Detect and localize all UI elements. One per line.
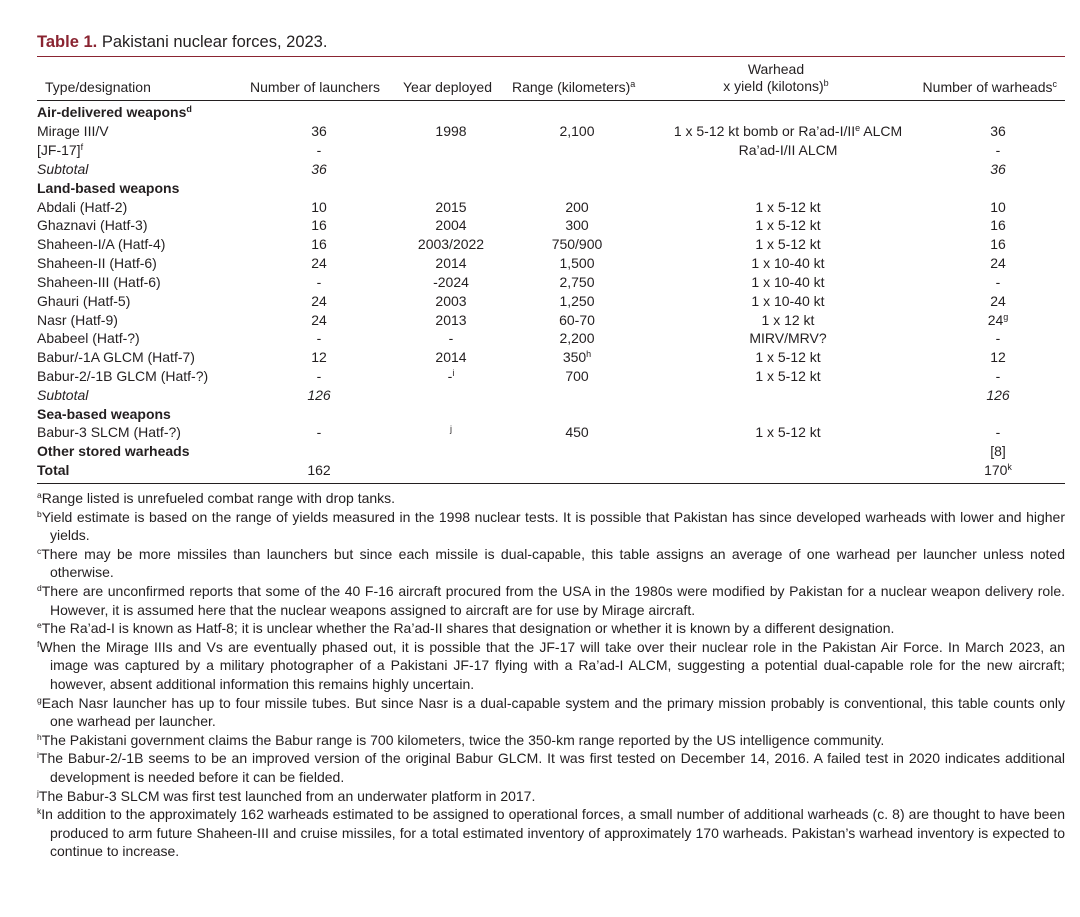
cell-type-text: Shaheen-II (Hatf-6)	[37, 255, 157, 272]
cell-launchers	[245, 310, 393, 329]
cell-year-text: -	[447, 368, 453, 384]
footnote	[37, 619, 1065, 638]
cell-type-text: Ababeel (Hatf-?)	[37, 330, 140, 347]
cell-range-text: 2,200	[559, 330, 595, 347]
cell-warheads	[931, 272, 1065, 291]
cell-type-text: Babur/-1A GLCM (Hatf-7)	[37, 349, 195, 366]
cell-type	[37, 216, 245, 235]
footnote	[37, 731, 1065, 750]
table-row	[37, 461, 1065, 480]
cell-warheads	[931, 254, 1065, 273]
cell-launchers-text: -	[316, 142, 322, 159]
cell-warheads	[931, 385, 1065, 404]
footnote-text: There may be more missiles than launchers but since each missile is dual-capable, this table assigns an average of one warhead per launcher unless noted otherwise.	[41, 545, 1065, 581]
table-row	[37, 141, 1065, 160]
cell-type	[37, 122, 245, 141]
cell-yield-text: 1 x 10-40 kt	[751, 273, 825, 290]
cell-type	[37, 367, 245, 386]
footnote	[37, 489, 1065, 508]
footnote-text: The Pakistani government claims the Babur range is 700 kilometers, twice the 350-km range reported by the US intelligence community.	[41, 731, 885, 748]
footnote	[37, 638, 1065, 694]
cell-year	[393, 329, 509, 348]
cell-type-text: Shaheen-I/A (Hatf-4)	[37, 236, 166, 253]
cell-year-text: -2024	[433, 273, 469, 290]
footnote-text: The Babur-2/-1B seems to be an improved version of the original Babur GLCM. It was first tested on December 14, 2016. A failed test in 2020 indicates additional development is needed before it can be fielded.	[38, 750, 1065, 785]
cell-launchers-text: 12	[311, 349, 327, 366]
cell-warheads	[931, 442, 1065, 461]
table-row	[37, 122, 1065, 141]
cell-yield-text: 1 x 5-12 kt bomb or Ra’ad-I/II	[673, 123, 856, 140]
cell-year	[393, 272, 509, 291]
cell-range-text: 1,250	[559, 292, 595, 309]
footnote-text: Range listed is unrefueled combat range with drop tanks.	[41, 490, 396, 506]
bottom-rule	[37, 483, 1065, 484]
cell-launchers-text: -	[316, 368, 322, 384]
cell-warheads-text: 170	[984, 462, 1008, 479]
cell-range	[509, 254, 645, 273]
cell-type	[37, 272, 245, 291]
cell-type-text: Abdali (Hatf-2)	[37, 198, 128, 215]
cell-type	[37, 159, 245, 178]
cell-launchers	[245, 254, 393, 273]
footnote-letter: a	[37, 490, 42, 500]
table-notes	[37, 489, 1065, 861]
cell-year-text: 2003/2022	[417, 236, 485, 253]
cell-warheads-text: 126	[986, 386, 1010, 403]
cell-type	[37, 254, 245, 273]
header-yield-line2: x yield (kilotons)	[723, 78, 824, 94]
cell-yield	[645, 367, 931, 386]
header-yield	[653, 61, 899, 95]
table-row	[37, 178, 1065, 197]
cell-type	[37, 197, 245, 216]
cell-warheads	[931, 291, 1065, 310]
cell-type	[37, 348, 245, 367]
cell-launchers	[245, 197, 393, 216]
table-row	[37, 423, 1065, 442]
cell-warheads	[931, 159, 1065, 178]
cell-yield-text: 1 x 12 kt	[761, 311, 815, 328]
cell-launchers-text: 24	[311, 255, 327, 272]
footnote-letter: c	[37, 545, 42, 556]
cell-range	[509, 367, 645, 386]
header-yield-line2-wrap	[653, 78, 899, 95]
cell-warheads	[931, 329, 1065, 348]
forces-table	[37, 103, 1065, 480]
cell-type-text: Subtotal	[37, 386, 89, 403]
cell-year-text: 2014	[435, 255, 467, 272]
cell-range	[509, 310, 645, 329]
cell-range-text: 1,500	[559, 255, 595, 272]
cell-range	[509, 461, 645, 480]
header-warheads-note: c	[1052, 79, 1057, 89]
cell-launchers	[245, 122, 393, 141]
cell-year	[393, 178, 509, 197]
cell-warheads	[931, 197, 1065, 216]
cell-range	[509, 404, 645, 423]
cell-year	[393, 216, 509, 235]
footnote-letter: g	[37, 694, 42, 705]
table-row	[37, 385, 1065, 404]
cell-yield	[645, 461, 931, 480]
table-caption	[37, 33, 327, 52]
cell-warheads-text: -	[995, 273, 1001, 290]
cell-yield	[645, 272, 931, 291]
footnote-mark: j	[450, 424, 452, 435]
table-row	[37, 291, 1065, 310]
cell-warheads-text: -	[995, 368, 1001, 384]
header-yield-note: b	[823, 78, 829, 88]
cell-warheads-text: 24	[990, 255, 1006, 272]
cell-range	[509, 423, 645, 442]
cell-warheads-text: -	[995, 142, 1001, 159]
cell-warheads-text: 36	[990, 160, 1006, 177]
cell-warheads-text: 16	[990, 217, 1006, 234]
cell-type	[37, 442, 245, 461]
cell-range	[509, 216, 645, 235]
cell-type-text: Babur-2/-1B GLCM (Hatf-?)	[37, 368, 209, 384]
cell-launchers	[245, 423, 393, 442]
cell-warheads	[931, 103, 1065, 122]
cell-range	[509, 348, 645, 367]
cell-type-text: Babur-3 SLCM (Hatf-?)	[37, 424, 181, 441]
cell-launchers	[245, 348, 393, 367]
table-row	[37, 159, 1065, 178]
cell-year	[393, 310, 509, 329]
cell-year-text: 1998	[435, 123, 467, 140]
cell-yield-text: 1 x 5-12 kt	[755, 198, 821, 215]
cell-year	[393, 197, 509, 216]
cell-yield-text: 1 x 5-12 kt	[755, 424, 821, 441]
footnote-letter: d	[37, 582, 42, 593]
cell-warheads	[931, 216, 1065, 235]
cell-warheads-text: 16	[990, 236, 1006, 253]
cell-type	[37, 329, 245, 348]
table-row	[37, 216, 1065, 235]
cell-warheads	[931, 461, 1065, 480]
cell-year	[393, 461, 509, 480]
cell-range	[509, 235, 645, 254]
cell-yield	[645, 291, 931, 310]
cell-year	[393, 103, 509, 122]
cell-yield	[645, 404, 931, 423]
footnote	[37, 545, 1065, 582]
cell-type-text: Subtotal	[37, 160, 89, 177]
cell-range	[509, 197, 645, 216]
cell-launchers	[245, 159, 393, 178]
cell-launchers-text: 36	[311, 123, 327, 140]
cell-warheads	[931, 235, 1065, 254]
cell-range-text: 300	[565, 217, 589, 234]
footnote-text: In addition to the approximately 162 warheads estimated to be assigned to operational forces, a small number of additional warheads (c. 8) are thought to have been produced to arm future Shaheen-III and cruise missiles, for a total estimated inventory of approximately 170 warheads. Pakistan’s warhead inventory is expected to continue to increase.	[41, 806, 1065, 860]
cell-yield-text: 1 x 5-12 kt	[755, 349, 821, 366]
cell-launchers-text: -	[316, 424, 322, 441]
cell-launchers	[245, 367, 393, 386]
table-row	[37, 404, 1065, 423]
footnote-text: Yield estimate is based on the range of yields measured in the 1998 nuclear tests. It is possible that Pakistan has since developed warheads with lower and higher yields.	[41, 508, 1065, 544]
cell-yield	[645, 178, 931, 197]
header-launchers: Number of launchers	[250, 79, 380, 95]
cell-type	[37, 178, 245, 197]
footnote	[37, 694, 1065, 731]
cell-launchers	[245, 272, 393, 291]
cell-yield-text: 1 x 10-40 kt	[751, 255, 825, 272]
cell-launchers	[245, 216, 393, 235]
cell-year-text: 2014	[435, 349, 467, 366]
header-yield-line1: Warhead	[747, 61, 805, 77]
cell-warheads	[931, 367, 1065, 386]
table-row	[37, 348, 1065, 367]
footnote-text: Each Nasr launcher has up to four missile tubes. But since Nasr is a dual-capable system and the primary mission probably is conventional, this table counts only one warhead per launcher.	[41, 694, 1065, 730]
cell-type	[37, 235, 245, 254]
cell-type-text: Mirage III/V	[37, 123, 109, 140]
cell-launchers	[245, 329, 393, 348]
footnote-mark: g	[1003, 311, 1009, 322]
cell-range	[509, 329, 645, 348]
footnote-mark: e	[855, 123, 861, 134]
cell-launchers	[245, 235, 393, 254]
cell-launchers-text: -	[316, 330, 322, 347]
footnote-letter: b	[37, 508, 42, 519]
footnote-text: The Babur-3 SLCM was first test launched from an underwater platform in 2017.	[38, 787, 536, 804]
cell-yield	[645, 197, 931, 216]
cell-type-text: Land-based weapons	[37, 179, 180, 196]
cell-range-text: 200	[565, 198, 589, 215]
forces-table-body	[37, 103, 1065, 480]
cell-yield	[645, 216, 931, 235]
cell-yield-text: Ra’ad-I/II ALCM	[738, 142, 838, 159]
cell-range	[509, 272, 645, 291]
cell-year-text: 2004	[435, 217, 467, 234]
cell-yield	[645, 254, 931, 273]
cell-range-text: 2,750	[559, 273, 595, 290]
cell-year	[393, 291, 509, 310]
cell-type	[37, 103, 245, 122]
footnote-letter: j	[37, 787, 39, 798]
cell-warheads	[931, 310, 1065, 329]
cell-launchers	[245, 461, 393, 480]
cell-yield-text: MIRV/MRV?	[749, 330, 827, 347]
cell-yield	[645, 141, 931, 160]
cell-year	[393, 404, 509, 423]
cell-warheads	[931, 423, 1065, 442]
cell-launchers	[245, 141, 393, 160]
footnote-letter: k	[37, 806, 42, 817]
cell-year	[393, 159, 509, 178]
footnote-text: There are unconfirmed reports that some of the 40 F-16 aircraft procured from the USA in the 1980s were modified by Pakistan for a nuclear weapon delivery role. However, it is assumed here that the nuclear weapons assigned to aircraft are for use by Mirage aircraft.	[41, 582, 1065, 618]
cell-range-text: 450	[565, 424, 589, 441]
footnote-letter: f	[37, 638, 40, 649]
cell-warheads-text: 10	[990, 198, 1006, 215]
cell-yield-text: 1 x 5-12 kt	[755, 368, 821, 384]
table-row	[37, 272, 1065, 291]
cell-yield	[645, 159, 931, 178]
cell-range-text: 60-70	[559, 311, 595, 328]
cell-type-text: [JF-17]	[37, 142, 81, 159]
cell-type	[37, 310, 245, 329]
header-rule	[37, 100, 1065, 101]
cell-yield	[645, 423, 931, 442]
footnote	[37, 508, 1065, 545]
cell-launchers-text: 10	[311, 198, 327, 215]
cell-year	[393, 122, 509, 141]
cell-launchers	[245, 178, 393, 197]
cell-range	[509, 103, 645, 122]
cell-yield	[645, 310, 931, 329]
cell-launchers-text: 24	[311, 311, 327, 328]
cell-launchers	[245, 385, 393, 404]
cell-type-text: Ghaznavi (Hatf-3)	[37, 217, 148, 234]
cell-year-text: 2013	[435, 311, 467, 328]
footnote	[37, 787, 1065, 806]
cell-warheads	[931, 348, 1065, 367]
cell-warheads-text: -	[995, 330, 1001, 347]
cell-yield	[645, 442, 931, 461]
cell-launchers-text: 126	[307, 386, 331, 403]
table-title: Pakistani nuclear forces, 2023.	[101, 33, 328, 51]
header-range-text: Range (kilometers)	[512, 79, 631, 95]
footnote-mark: k	[1007, 462, 1012, 473]
cell-yield	[645, 385, 931, 404]
cell-year-text: 2015	[435, 198, 467, 215]
table-label: Table 1.	[37, 33, 98, 51]
cell-range	[509, 442, 645, 461]
cell-type	[37, 385, 245, 404]
cell-yield-text: 1 x 10-40 kt	[751, 292, 825, 309]
cell-yield-text: 1 x 5-12 kt	[755, 236, 821, 253]
header-year: Year deployed	[403, 79, 493, 95]
footnote-mark: i	[452, 368, 455, 378]
cell-warheads	[931, 122, 1065, 141]
table-row	[37, 254, 1065, 273]
cell-warheads-text: 24	[987, 311, 1004, 328]
cell-range	[509, 291, 645, 310]
cell-range	[509, 159, 645, 178]
cell-year	[393, 367, 509, 386]
footnote	[37, 805, 1065, 861]
footnote-letter: h	[37, 731, 42, 742]
table-row	[37, 310, 1065, 329]
header-warheads	[923, 79, 1057, 96]
cell-range-text: 350	[562, 349, 587, 366]
cell-yield-suffix: ALCM	[860, 123, 903, 140]
cell-type	[37, 141, 245, 160]
cell-launchers	[245, 291, 393, 310]
cell-launchers	[245, 442, 393, 461]
cell-type-text: Sea-based weapons	[37, 405, 171, 422]
cell-range	[509, 178, 645, 197]
cell-year	[393, 235, 509, 254]
cell-warheads-text: 36	[990, 123, 1006, 140]
cell-range-text: 2,100	[559, 123, 595, 140]
footnote-mark: d	[186, 104, 192, 115]
footnote-letter: i	[37, 750, 39, 761]
cell-year-text: 2003	[435, 292, 467, 309]
cell-type	[37, 461, 245, 480]
footnote-mark: f	[80, 142, 84, 153]
table-row	[37, 235, 1065, 254]
cell-launchers	[245, 103, 393, 122]
cell-year	[393, 442, 509, 461]
cell-type-text: Ghauri (Hatf-5)	[37, 292, 131, 309]
cell-type-text: Other stored warheads	[37, 443, 190, 460]
footnote-text: The Ra’ad-I is known as Hatf-8; it is unclear whether the Ra’ad-II shares that designation or whether it is known by a different designation.	[41, 620, 895, 637]
cell-launchers-text: -	[316, 273, 322, 290]
table-row	[37, 367, 1065, 386]
cell-launchers-text: 16	[311, 217, 327, 234]
table-row	[37, 442, 1065, 461]
footnote	[37, 582, 1065, 619]
cell-range-text: 750/900	[551, 236, 603, 253]
cell-range-text: 700	[565, 368, 589, 384]
cell-launchers-text: 16	[311, 236, 327, 253]
cell-launchers	[245, 404, 393, 423]
cell-warheads-text: 12	[990, 349, 1006, 366]
cell-launchers-text: 24	[311, 292, 327, 309]
cell-warheads	[931, 141, 1065, 160]
footnote	[37, 749, 1065, 786]
cell-launchers-text: 36	[311, 160, 327, 177]
header-range-note: a	[630, 79, 636, 89]
cell-yield-text: 1 x 5-12 kt	[755, 217, 821, 234]
cell-type	[37, 291, 245, 310]
cell-year	[393, 423, 509, 442]
cell-warheads-text: [8]	[990, 443, 1006, 460]
table-row	[37, 197, 1065, 216]
header-range	[512, 79, 635, 96]
cell-year	[393, 254, 509, 273]
cell-warheads	[931, 178, 1065, 197]
table-row	[37, 103, 1065, 122]
cell-type-text: Air-delivered weapons	[37, 104, 187, 121]
cell-yield	[645, 348, 931, 367]
cell-type-text: Total	[37, 462, 70, 479]
cell-range	[509, 122, 645, 141]
cell-warheads	[931, 404, 1065, 423]
cell-type-text: Shaheen-III (Hatf-6)	[37, 273, 161, 290]
cell-year-text: -	[448, 330, 454, 347]
cell-range	[509, 385, 645, 404]
footnote-text: When the Mirage IIIs and Vs are eventually phased out, it is possible that the JF-17 will take over their nuclear role in the Pakistan Air Force. In March 2023, an image was captured by a military photographer of a Pakistani JF-17 flying with a Ra’ad-I ALCM, suggesting a potential dual-capable role for the new aircraft; however, absent additional information this remains highly uncertain.	[39, 638, 1065, 692]
cell-warheads-text: -	[995, 424, 1001, 441]
table-row	[37, 329, 1065, 348]
cell-yield	[645, 103, 931, 122]
cell-year	[393, 385, 509, 404]
cell-range	[509, 141, 645, 160]
cell-type	[37, 404, 245, 423]
header-type: Type/designation	[45, 79, 151, 95]
cell-type	[37, 423, 245, 442]
cell-yield	[645, 235, 931, 254]
cell-yield	[645, 329, 931, 348]
top-rule	[37, 56, 1065, 57]
cell-year	[393, 348, 509, 367]
cell-launchers-text: 162	[307, 462, 331, 479]
footnote-letter: e	[37, 620, 42, 631]
header-warheads-text: Number of warheads	[922, 79, 1053, 95]
cell-year	[393, 141, 509, 160]
cell-type-text: Nasr (Hatf-9)	[37, 311, 118, 328]
footnote-mark: h	[586, 349, 592, 360]
cell-warheads-text: 24	[990, 292, 1006, 309]
cell-yield	[645, 122, 931, 141]
